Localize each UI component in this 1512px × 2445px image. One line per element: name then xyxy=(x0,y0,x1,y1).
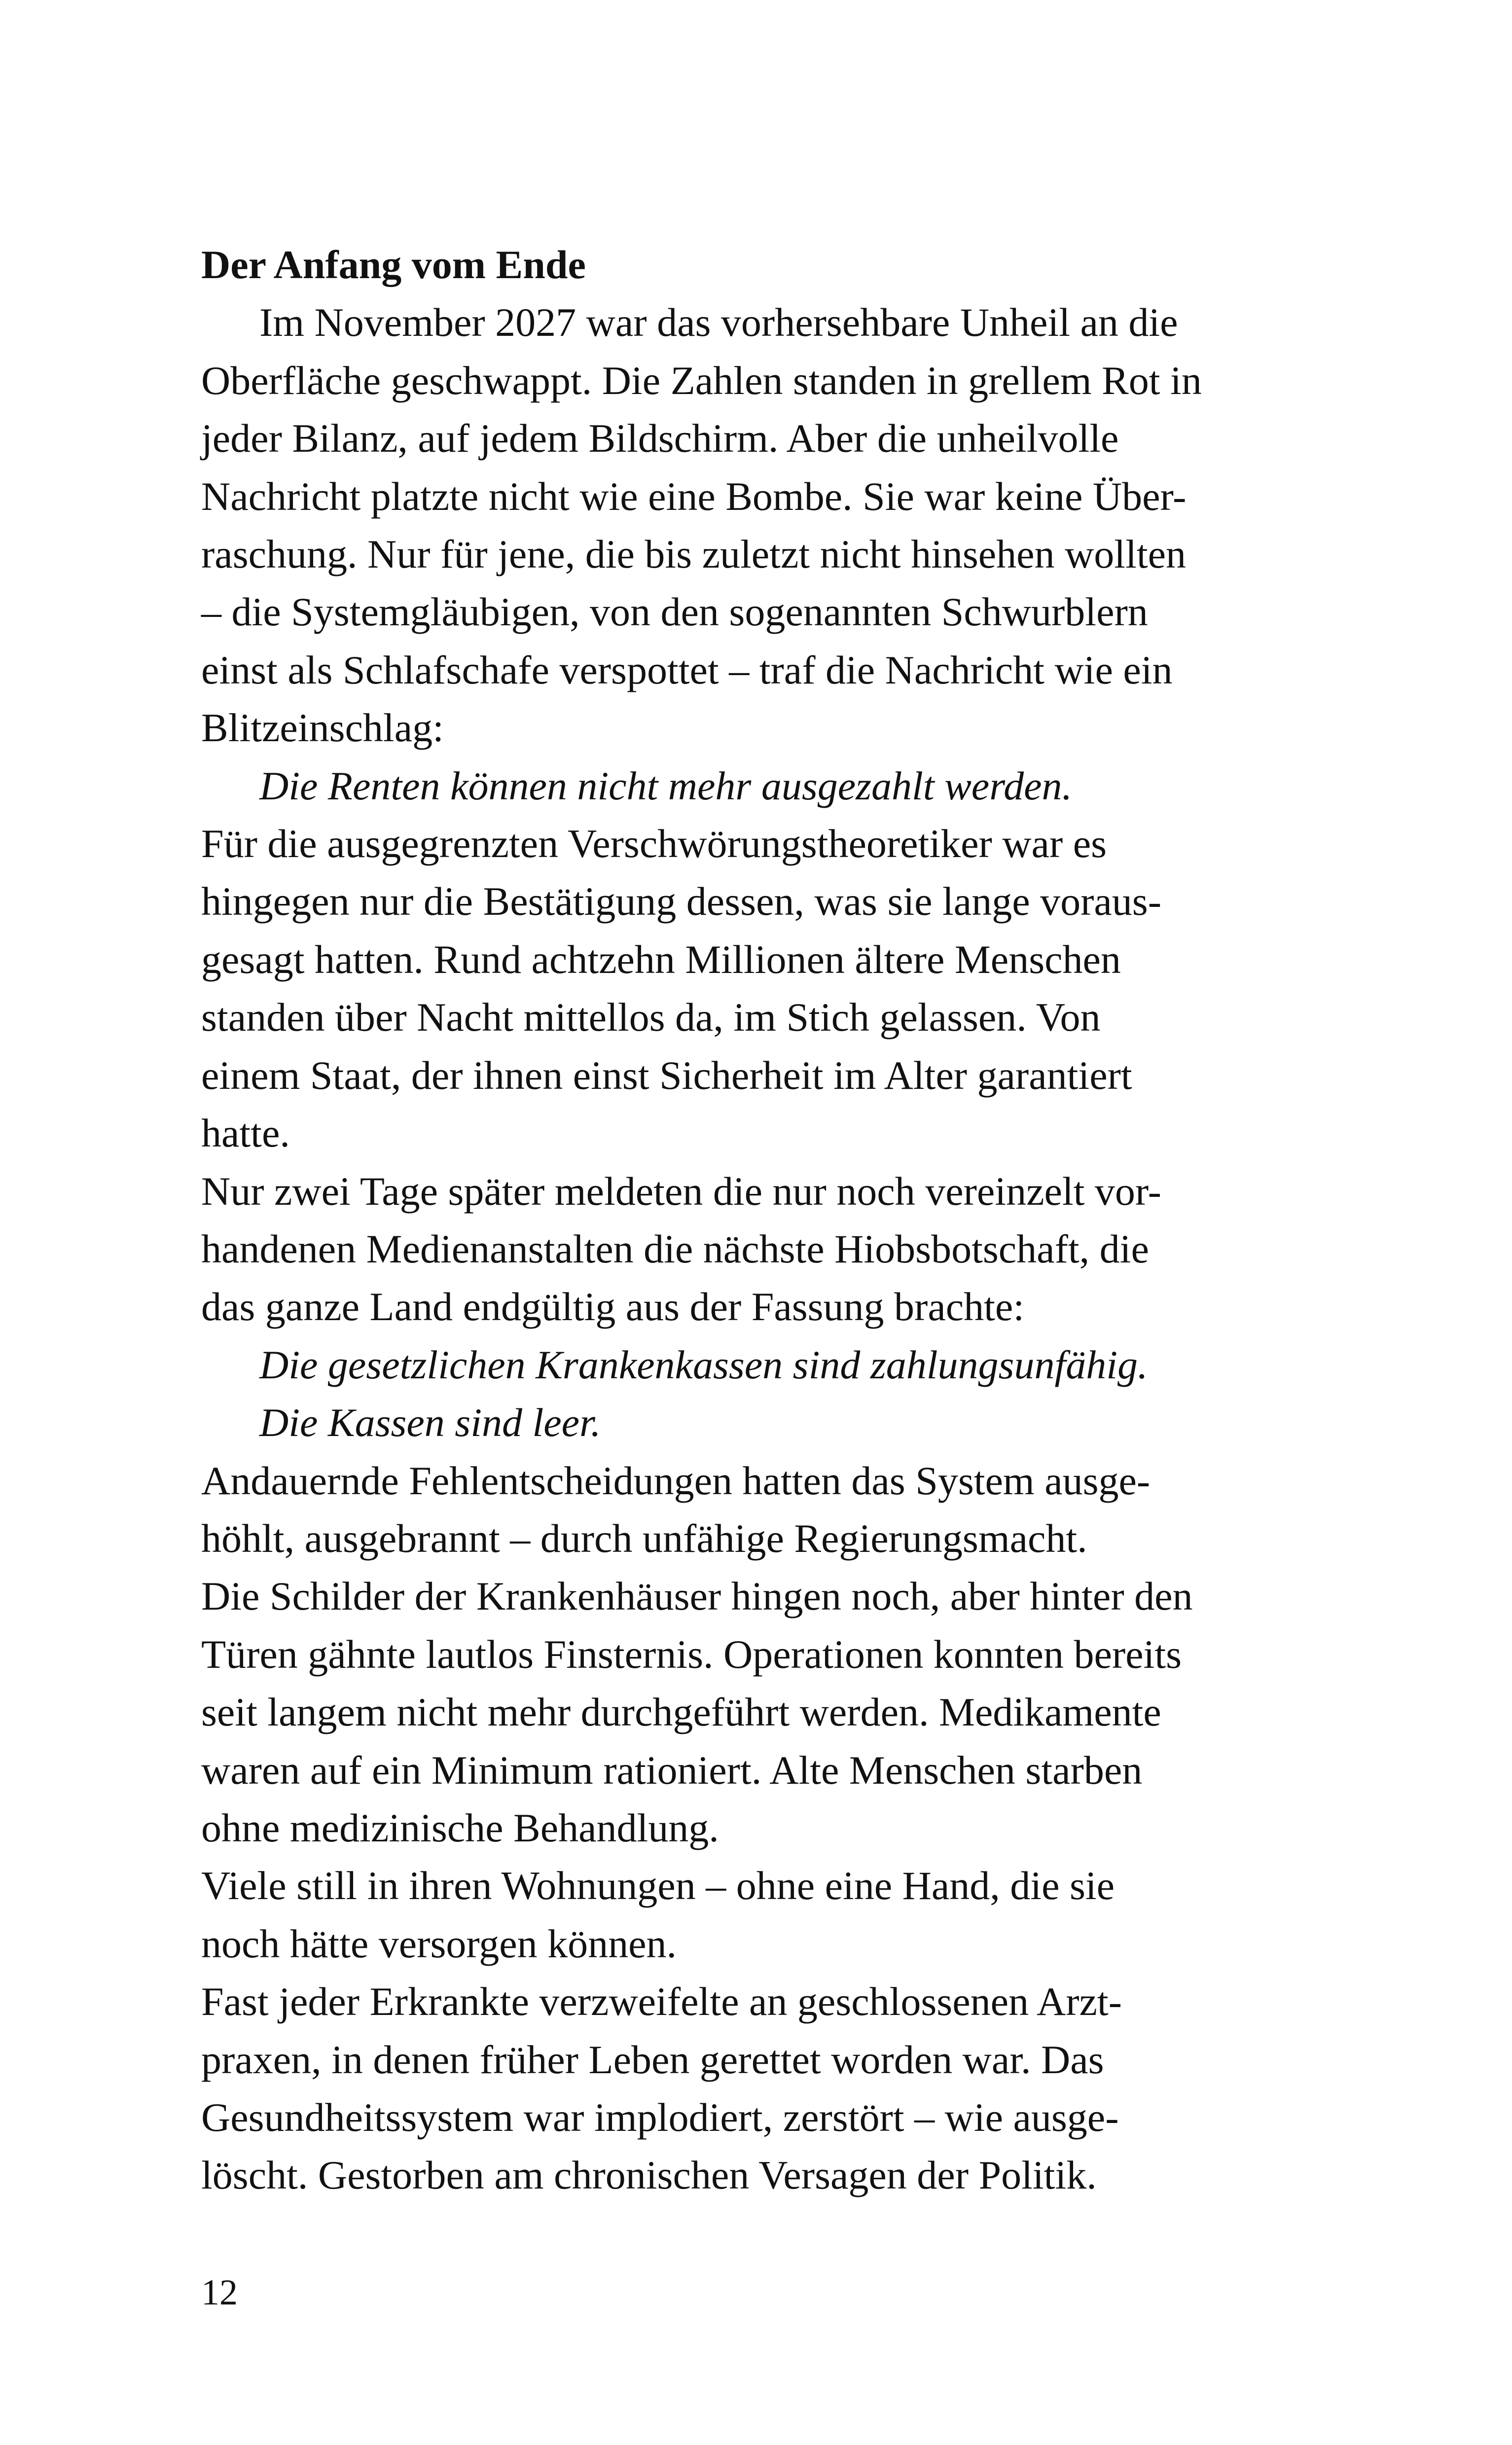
text-line: das ganze Land endgültig aus der Fassung brachte: xyxy=(201,1284,1025,1330)
text-line: praxen, in denen früher Leben gerettet worden war. Das xyxy=(201,2037,1104,2082)
text-line: Fast jeder Erkrankte verzweifelte an geschlossenen Arzt- xyxy=(201,1979,1122,2024)
text-line: Blitzeinschlag: xyxy=(201,705,444,751)
text-line: raschung. Nur für jene, die bis zuletzt nicht hinsehen wollten xyxy=(201,532,1187,577)
text-line: standen über Nacht mittellos da, im Stich gelassen. Von xyxy=(201,995,1101,1040)
text-line: Für die ausgegrenzten Verschwörungstheoretiker war es xyxy=(201,821,1107,866)
text-line: einem Staat, der ihnen einst Sicherheit im Alter garantiert xyxy=(201,1052,1132,1098)
chapter-heading: Der Anfang vom Ende xyxy=(201,242,586,287)
page-number: 12 xyxy=(201,2272,238,2313)
quoted-line: Die gesetzlichen Krankenkassen sind zahlungsunfähig. xyxy=(259,1342,1148,1387)
text-line: hatte. xyxy=(201,1111,290,1156)
text-line: Oberfläche geschwappt. Die Zahlen standen in grellem Rot in xyxy=(201,358,1202,403)
quoted-line: Die Renten können nicht mehr ausgezahlt werden. xyxy=(259,763,1072,808)
text-line: gesagt hatten. Rund achtzehn Millionen ältere Menschen xyxy=(201,936,1121,982)
text-line: Viele still in ihren Wohnungen – ohne eine Hand, die sie xyxy=(201,1863,1115,1908)
text-line: – die Systemgläubigen, von den sogenannten Schwurblern xyxy=(201,589,1148,635)
text-line: jeder Bilanz, auf jedem Bildschirm. Aber die unheilvolle xyxy=(201,416,1119,461)
text-line: ohne medizinische Behandlung. xyxy=(201,1805,719,1850)
text-line: einst als Schlafschafe verspottet – traf die Nachricht wie ein xyxy=(201,647,1173,692)
text-line: Nur zwei Tage später meldeten die nur noch vereinzelt vor- xyxy=(201,1168,1161,1214)
text-line: Nachricht platzte nicht wie eine Bombe. Sie war keine Über- xyxy=(201,473,1187,519)
chapter-body xyxy=(201,293,1266,2204)
text-line: seit langem nicht mehr durchgeführt werden. Medikamente xyxy=(201,1690,1161,1735)
text-line: noch hätte versorgen können. xyxy=(201,1921,677,1966)
text-line: hingegen nur die Bestätigung dessen, was sie lange voraus- xyxy=(201,879,1162,924)
text-line: höhlt, ausgebrannt – durch unfähige Regierungsmacht. xyxy=(201,1515,1087,1561)
text-line: Türen gähnte lautlos Finsternis. Operationen konnten bereits xyxy=(201,1631,1182,1677)
quoted-line: Die Kassen sind leer. xyxy=(259,1400,601,1445)
text-line: Die Schilder der Krankenhäuser hingen noch, aber hinter den xyxy=(201,1574,1193,1619)
text-line: waren auf ein Minimum rationiert. Alte Menschen starben xyxy=(201,1747,1143,1793)
text-line: handenen Medienanstalten die nächste Hiobsbotschaft, die xyxy=(201,1226,1149,1271)
text-line: löscht. Gestorben am chronischen Versagen der Politik. xyxy=(201,2153,1097,2198)
chapter-text xyxy=(201,236,1266,2204)
text-line: Andauernde Fehlentscheidungen hatten das System ausge- xyxy=(201,1458,1151,1503)
text-line: Gesundheitssystem war implodiert, zerstört – wie ausge- xyxy=(201,2095,1119,2140)
text-line: Im November 2027 war das vorhersehbare Unheil an die xyxy=(259,300,1178,345)
